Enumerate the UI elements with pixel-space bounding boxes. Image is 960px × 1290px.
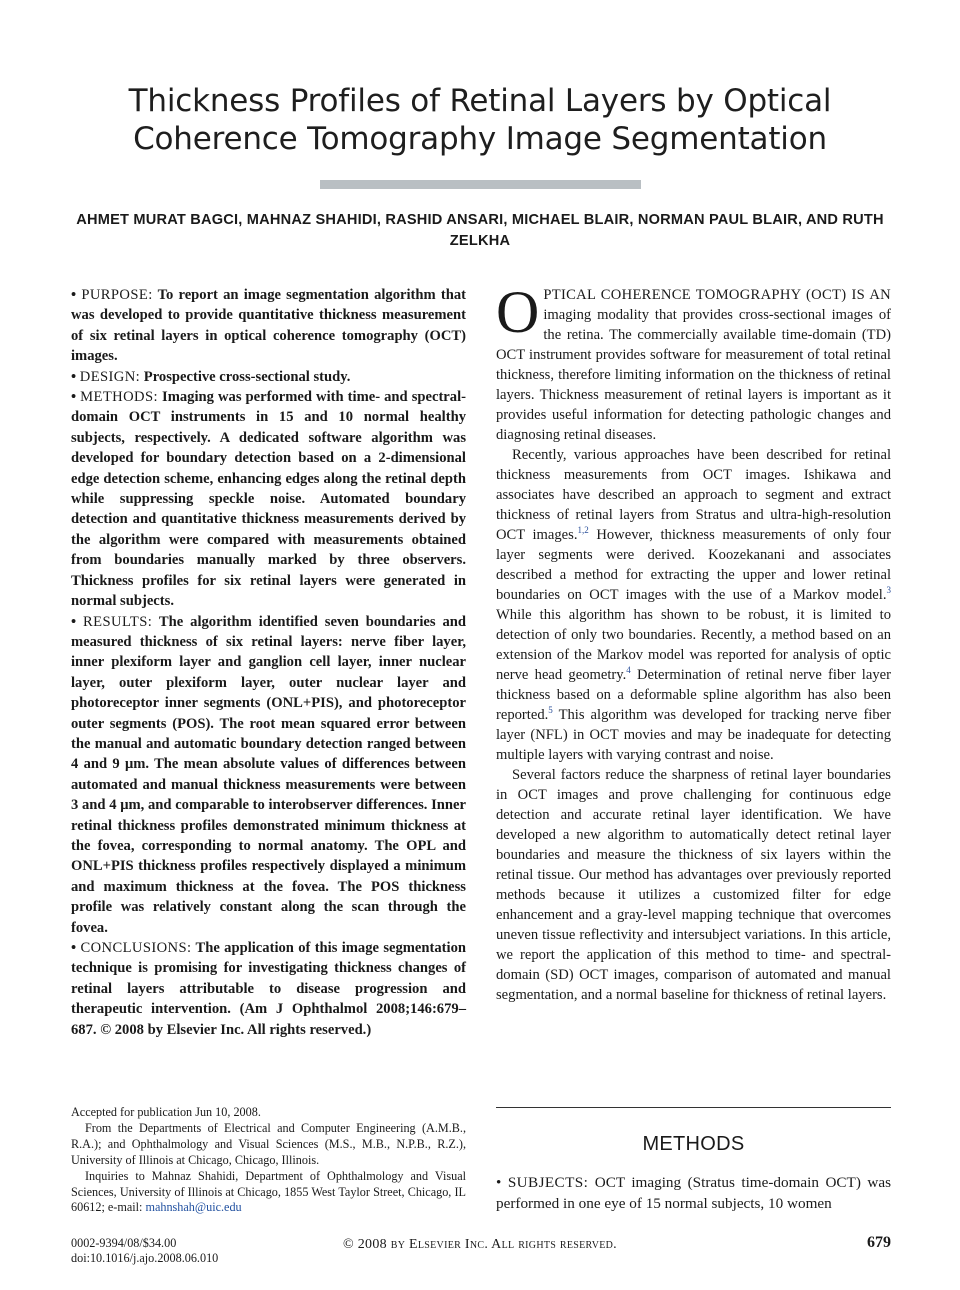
conclusions-label: CONCLUSIONS:: [80, 940, 192, 956]
ref-1-2[interactable]: 1,2: [577, 525, 589, 536]
methods-label: METHODS:: [80, 389, 158, 406]
methods-heading: METHODS: [642, 1133, 745, 1155]
ref-4[interactable]: 4: [626, 665, 631, 676]
results-label: RESULTS:: [83, 613, 153, 630]
subjects-paragraph: • SUBJECTS: OCT imaging (Stratus time-domain OCT) was performed in one eye of 15 normal subjects, 10 women: [496, 1174, 892, 1212]
email-link[interactable]: mahnshah@uic.edu: [145, 1200, 242, 1215]
subjects-label: SUBJECTS:: [507, 1174, 589, 1191]
footer-identifiers: [71, 1236, 218, 1266]
accepted-date: Accepted for publication Jun 10, 2008.: [71, 1105, 261, 1119]
author-list: AHMET MURAT BAGCI, MAHNAZ SHAHIDI, RASHID ANSARI, MICHAEL BLAIR, NORMAN PAUL BLAIR, AND RUTH ZELKHA: [76, 212, 884, 249]
intro-paragraph-1: OPTICAL COHERENCE TOMOGRAPHY (OCT) IS AN imaging modality that provides cross-sectional images of the retina. The commercially available time-domain (TD) OCT instrument provides software for measurement of total retinal thickness, therefore limiting information on the thickness of retinal layers. Thickness measurement of retinal layers is important as it provides useful information for detecting pathologic changes and diagnosing retinal diseases.: [496, 279, 891, 443]
inquiries: Inquiries to Mahnaz Shahidi, Department of Ophthalmology and Visual Sciences, University of Illinois at Chicago, 1855 West Taylor Street, Chicago, IL 60612; e-mail: mahnshah@uic.edu: [71, 1168, 466, 1215]
ref-3[interactable]: 3: [886, 585, 891, 596]
doi: doi:10.1016/j.ajo.2008.06.010: [71, 1251, 219, 1265]
footnote: [71, 1105, 466, 1216]
abstract-conclusions: • CONCLUSIONS: The application of this image segmentation technique is promising for investigating thickness changes of retinal layers attributable to disease progression and therapeutic intervention. (Am J Ophthalmol 2008;146:679–687. © 2008 by Elsevier Inc. All rights reserved.): [71, 940, 467, 1038]
design-label: DESIGN:: [79, 368, 141, 385]
abstract-results: • RESULTS: The algorithm identified seven boundaries and measured thickness of six retinal layers: nerve fiber layer, inner plexiform layer and ganglion cell layer, inner nuclear layer, outer plexiform layer, outer nuclear layer and photoreceptor inner segments (ONL+PIS), and photoreceptor outer segments (POS). The root mean squared error between the manual and automatic boundary detection ranged between 4 and 9 μm. The mean absolute values of differences between automated and manual thickness measurements were between 3 and 4 μm, and comparable to interobserver differences. Inner retinal thickness profiles demonstrated minimum thickness at the fovea, corresponding to normal anatomy. The OPL and ONL+PIS thickness profiles respectively displayed a minimum and maximum thickness at the fovea. The POS thickness profile was relatively constant along the scan through the fovea.: [71, 613, 466, 936]
introduction: [496, 279, 891, 1005]
abstract-design: • DESIGN: Prospective cross-sectional study.: [71, 368, 351, 385]
ref-5[interactable]: 5: [548, 705, 553, 716]
abstract: [71, 285, 466, 1040]
copyright: © 2008 by Elsevier Inc. All rights reserved.: [343, 1237, 617, 1252]
intro-paragraph-3: Several factors reduce the sharpness of retinal layer boundaries in OCT images and prove challenging for continuous edge detection and accurate retinal layer identification. We have developed a new algorithm to automatically detect retinal layer boundaries and measure the thickness of six layers within the retinal tissue. Our method has advantages over previously reported methods because it utilizes a customized filter for edge enhancement and a gray-level mapping technique that overcomes uneven tissue reflectivity and intersubject variations. In this article, we report the application of this method to time- and spectral-domain (SD) OCT images, comparison of automated and manual segmentation, and a normal baseline for thickness of retinal layers.: [496, 767, 891, 1003]
abstract-methods: • METHODS: Imaging was performed with time- and spectral-domain OCT instruments in 15 and 10 normal healthy subjects, respectively. A dedicated software algorithm was developed for boundary detection based on a 2-dimensional edge detection scheme, enhancing edges along the retinal depth while suppressing speckle noise. Automated boundary detection and quantitative thickness measurements derived by the algorithm were compared with measurements obtained from boundaries manually marked by three observers. Thickness profiles for six retinal layers were generated in normal subjects.: [71, 389, 466, 610]
abstract-purpose: • PURPOSE: To report an image segmentation algorithm that was developed to provide quantitative thickness measurement of six retinal layers in optical coherence tomography (OCT) images.: [71, 287, 467, 365]
title-divider: [320, 180, 641, 189]
intro-paragraph-2: Recently, various approaches have been described for retinal thickness measurements from OCT images. Ishikawa and associates have described an approach to segment and extract thickness of retinal layers from Stratus and ultra-high-resolution OCT images.$^{1,2}$ However, thickness measurements of only four layer segments were derived. Koozekanani and associates described a method for extracting the upper and lower retinal boundaries on OCT images with the use of a Markov model.$^3$ While this algorithm has shown to be robust, it is limited to detection of only two boundaries. Recently, a method based on an extension of the Markov model was reported for analysis of optic nerve head geometry.$^4$ Determination of retinal nerve fiber layer thickness based on a deformable spline algorithm has also been reported.$^5$ This algorithm was developed for tracking nerve fiber layer (NFL) in OCT movies and may be inadequate for detecting multiple layers with varying contrast and noise.: [496, 447, 891, 763]
purpose-label: PURPOSE:: [81, 287, 153, 303]
page-number: 679: [867, 1234, 891, 1251]
drop-cap: O: [496, 279, 540, 345]
affiliation: From the Departments of Electrical and Computer Engineering (A.M.B., R.A.); and Ophthalmology and Visual Sciences (M.S., M.B., N.P.B., R.Z.), University of Illinois at Chicago, Chicago, Illinois.: [71, 1120, 466, 1167]
article-title: Thickness Profiles of Retinal Layers by Optical Coherence Tomography Image Segmentation: [128, 83, 832, 157]
section-rule: [496, 1107, 891, 1108]
issn: 0002-9394/08/$34.00: [71, 1236, 177, 1250]
